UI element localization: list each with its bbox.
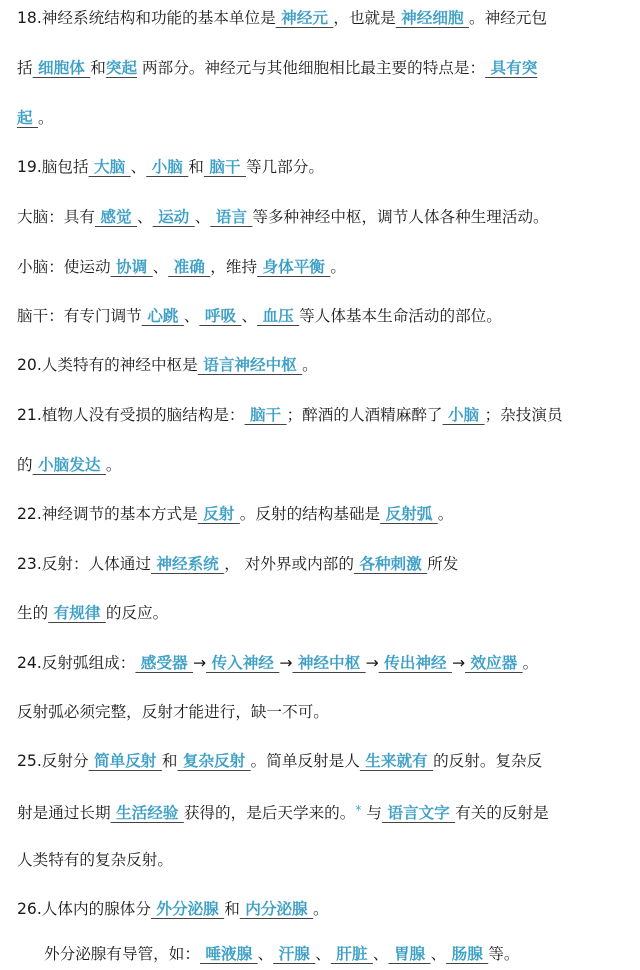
text-segment: 有关的反射是 — [455, 804, 549, 822]
text-line — [17, 257, 634, 277]
text-segment: ， 对外界或内部的 — [224, 555, 354, 573]
text-segment: 生的 — [17, 604, 49, 622]
answer-blank: 简单反射 — [88, 752, 162, 770]
text-segment: 22.神经调节的基本方式是 — [17, 505, 198, 523]
text-line — [17, 8, 634, 28]
text-segment: 、 — [130, 158, 147, 176]
text-segment: 。 — [330, 258, 346, 276]
text-segment: 。 — [38, 109, 54, 127]
answer-blank: 细胞体 — [32, 59, 91, 77]
text-segment: 、 — [183, 307, 200, 325]
text-line — [17, 405, 634, 425]
answer-blank: 小脑 — [146, 158, 189, 176]
text-segment: 所发 — [427, 555, 459, 573]
answer-blank: 语言 — [210, 208, 253, 226]
answer-blank: 运动 — [152, 208, 195, 226]
answer-blank: 神经系统 — [150, 555, 225, 573]
text-segment: 、 — [152, 258, 169, 276]
text-line — [17, 355, 634, 375]
text-line — [17, 800, 634, 823]
text-segment: 的 — [17, 456, 33, 474]
text-segment: 24.反射弧组成： — [17, 654, 136, 672]
text-segment: 、 — [241, 307, 258, 325]
text-segment: 、 — [137, 208, 153, 226]
text-line — [44, 944, 634, 964]
answer-blank: 复杂反射 — [177, 752, 251, 770]
text-segment: 、 — [430, 945, 447, 963]
answer-blank: 呼吸 — [199, 307, 242, 325]
text-segment: 人类特有的复杂反射。 — [17, 851, 173, 869]
text-segment: 反射弧必须完整，反射才能进行，缺一不可。 — [17, 703, 329, 721]
text-segment: 、 — [257, 945, 274, 963]
text-segment: 、 — [315, 945, 331, 963]
text-line — [17, 504, 634, 524]
answer-blank: 唾液腺 — [199, 945, 258, 963]
text-segment: 小脑：使运动 — [17, 258, 111, 276]
answer-blank: 内分泌腺 — [239, 900, 314, 918]
answer-blank: 语言文字 — [381, 804, 456, 822]
answer-blank: 外分泌腺 — [150, 900, 225, 918]
text-segment: 。神经元包 — [468, 9, 547, 27]
answer-blank: 感觉 — [94, 208, 138, 226]
text-line — [17, 207, 634, 227]
text-segment: 脑干：有专门调节 — [17, 307, 142, 325]
text-line — [17, 702, 634, 722]
text-line — [17, 157, 634, 177]
text-segment: 和 — [188, 158, 204, 176]
text-segment: 的反射。复杂反 — [433, 752, 543, 770]
answer-blank: 身体平衡 — [257, 258, 331, 276]
text-segment: 外分泌腺有导管，如： — [44, 945, 200, 963]
answer-blank: 生来就有 — [359, 752, 434, 770]
text-segment: ；醉酒的人酒精麻醉了 — [286, 406, 443, 424]
text-segment: → — [279, 654, 293, 672]
answer-blank: 小脑 — [442, 406, 485, 424]
text-segment: 26.人体内的腺体分 — [17, 900, 151, 918]
text-line — [17, 850, 634, 870]
answer-blank: 有规律 — [48, 604, 106, 622]
text-segment: 等人体基本生命活动的部位。 — [299, 307, 502, 325]
text-line — [17, 653, 634, 673]
text-line — [17, 603, 634, 623]
text-segment: ；杂技演员 — [484, 406, 563, 424]
text-line — [17, 899, 634, 919]
answer-blank: 传出神经 — [378, 654, 452, 672]
answer-blank: 生活经验 — [110, 804, 184, 822]
text-segment: → — [193, 654, 207, 672]
text-line — [17, 58, 634, 78]
answer-blank: 准确 — [168, 258, 211, 276]
text-segment: → — [365, 654, 379, 672]
text-segment: 和 — [224, 900, 240, 918]
text-segment: → — [451, 654, 466, 672]
answer-blank: 肝脏 — [330, 945, 373, 963]
text-segment: 括 — [17, 59, 33, 77]
answer-blank: 突起 — [105, 59, 138, 77]
text-line — [17, 751, 634, 771]
text-segment: 23.反射：人体通过 — [17, 555, 151, 573]
answer-blank: 协调 — [110, 258, 153, 276]
answer-blank: 胃腺 — [388, 945, 431, 963]
answer-blank: 神经中枢 — [292, 654, 366, 672]
text-segment: 射是通过长期 — [17, 804, 111, 822]
text-segment: 大脑：具有 — [17, 208, 95, 226]
text-segment: 。 — [437, 505, 454, 523]
text-segment: 等。 — [488, 945, 520, 963]
answer-blank: 肠腺 — [446, 945, 489, 963]
text-segment: 获得的，是后天学来的。 — [183, 804, 356, 822]
asterisk-mark: * — [355, 803, 362, 817]
answer-blank: 血压 — [257, 307, 300, 325]
text-segment: 两部分。神经元与其他细胞相比最主要的特点是： — [137, 59, 486, 77]
text-segment: 、 — [372, 945, 389, 963]
text-segment: 。反射的结构基础是 — [239, 505, 381, 523]
answer-blank: 起 — [17, 109, 39, 127]
text-segment: 19.脑包括 — [17, 158, 89, 176]
text-segment: 和 — [161, 752, 178, 770]
text-segment: 20.人类特有的神经中枢是 — [17, 356, 198, 374]
answer-blank: 效应器 — [465, 654, 523, 672]
answer-blank: 感受器 — [135, 654, 194, 672]
text-segment: 等几部分。 — [245, 158, 324, 176]
text-line — [17, 108, 634, 128]
answer-blank: 神经细胞 — [395, 9, 469, 27]
text-segment: 18.神经系统结构和功能的基本单位是 — [17, 9, 276, 27]
text-segment: 。 — [302, 356, 318, 374]
answer-blank: 大脑 — [88, 158, 131, 176]
text-segment: ，维持 — [210, 258, 258, 276]
text-line — [17, 455, 634, 475]
text-line — [17, 306, 634, 326]
text-segment: 。 — [105, 456, 122, 474]
answer-blank: 具有突 — [485, 59, 538, 77]
answer-blank: 传入神经 — [206, 654, 280, 672]
text-segment: 21.植物人没有受损的脑结构是： — [17, 406, 245, 424]
text-segment: 。 — [522, 654, 539, 672]
answer-blank: 语言神经中枢 — [197, 356, 303, 374]
answer-blank: 汗腺 — [273, 945, 316, 963]
text-segment: 、 — [194, 208, 211, 226]
text-segment: 和 — [90, 59, 106, 77]
answer-blank: 心跳 — [141, 307, 184, 325]
text-segment: 与 — [361, 804, 382, 822]
text-segment: 的反应。 — [105, 604, 169, 622]
text-segment: 等多种神经中枢，调节人体各种生理活动。 — [252, 208, 549, 226]
answer-blank: 脑干 — [244, 406, 287, 424]
answer-blank: 神经元 — [275, 9, 334, 27]
answer-blank: 反射弧 — [380, 505, 438, 523]
text-segment: 25.反射分 — [17, 752, 89, 770]
answer-blank: 小脑发达 — [32, 456, 106, 474]
text-segment: 。 — [313, 900, 329, 918]
text-segment: 。简单反射是人 — [250, 752, 360, 770]
text-line — [17, 554, 634, 574]
answer-blank: 各种刺激 — [353, 555, 428, 573]
answer-blank: 反射 — [197, 505, 240, 523]
answer-blank: 脑干 — [203, 158, 246, 176]
text-segment: ，也就是 — [333, 9, 396, 27]
